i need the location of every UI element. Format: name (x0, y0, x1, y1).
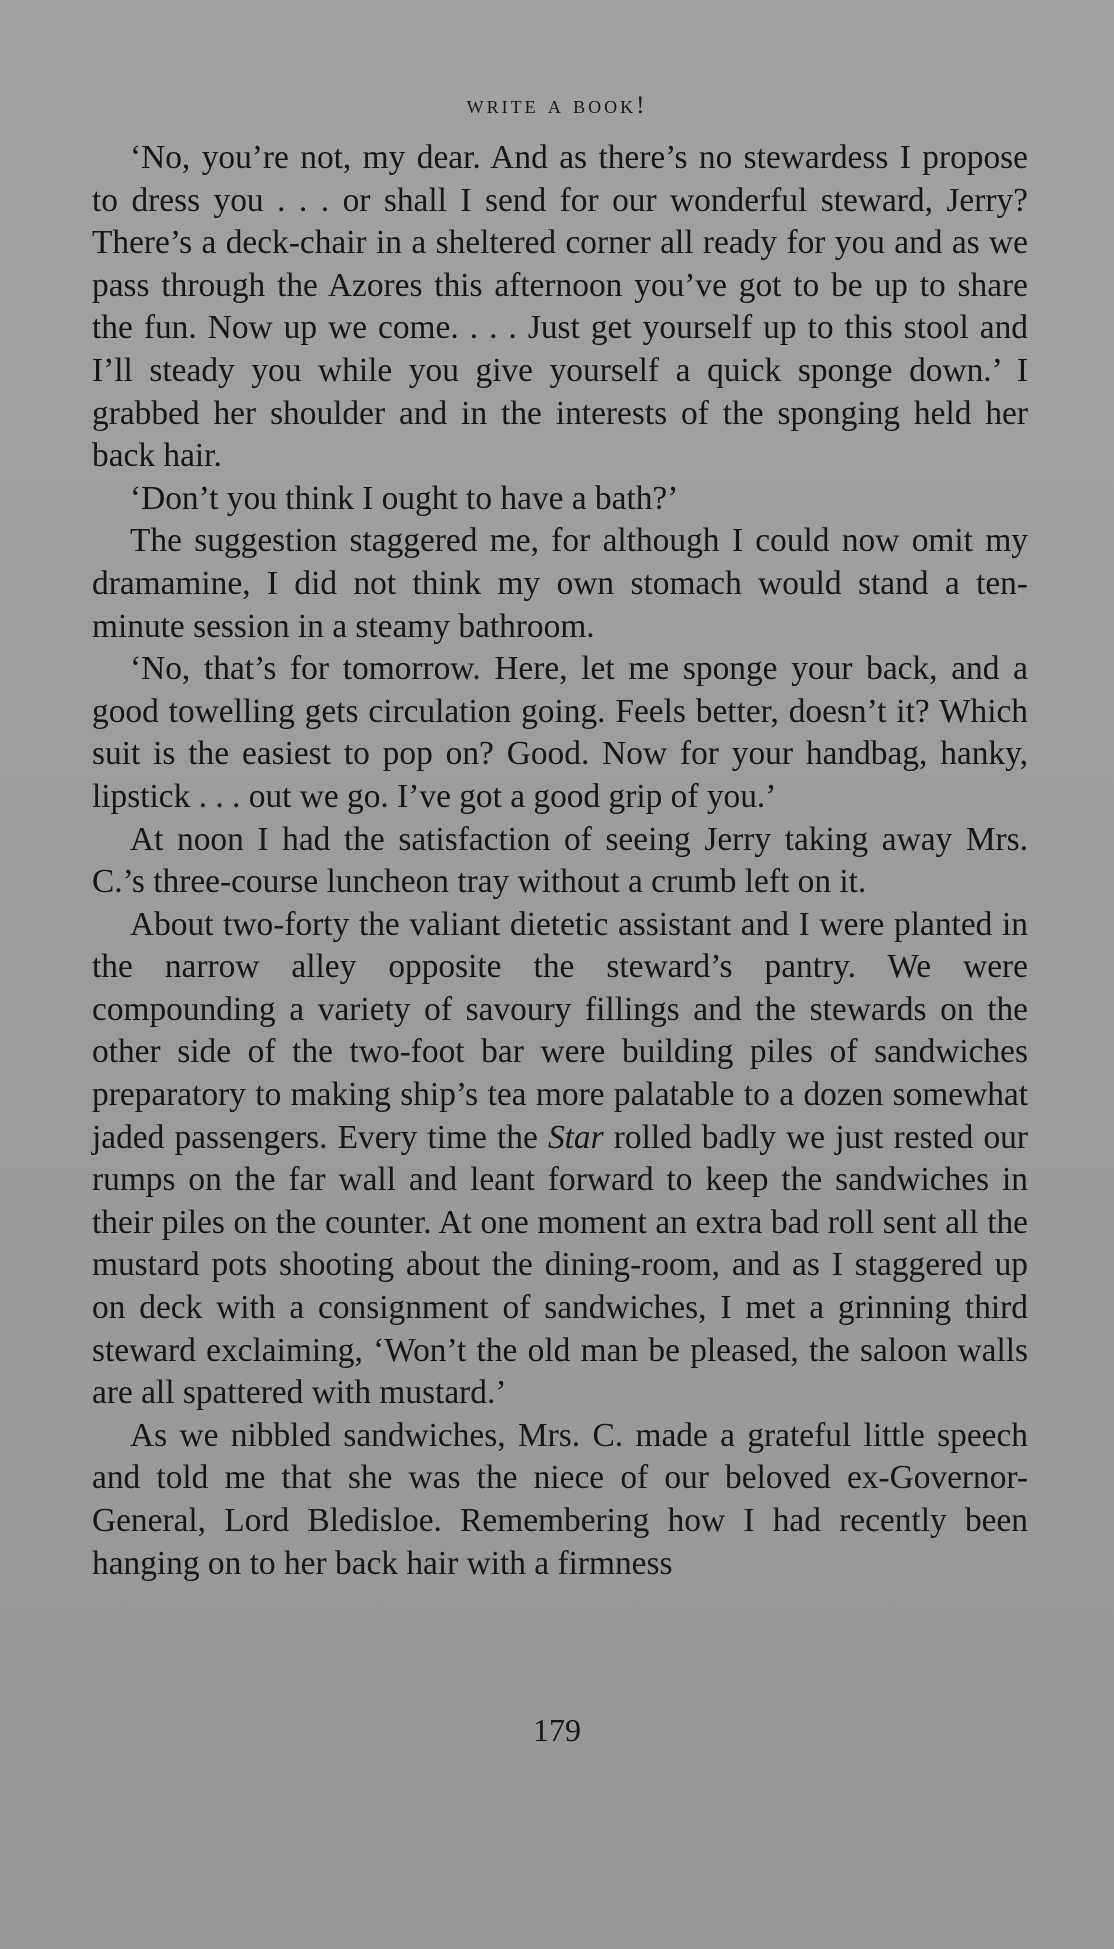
paragraph: The suggestion staggered me, for although I could now omit my dramamine, I did not think my own stomach would stand a ten-minute session in a steamy bathroom. (92, 522, 1028, 645)
paragraph: As we nibbled sandwiches, Mrs. C. made a grateful little speech and told me that she was the niece of our beloved ex-Governor-General, Lord Bledisloe. Remembering how I had recently been hanging on to her back hair with a firmness (92, 1416, 1028, 1582)
paragraph (92, 904, 1028, 1415)
paragraph: ‘No, you’re not, my dear. And as there’s no stewardess I propose to dress you . . . or shall I send for our wonderful steward, Jerry? There’s a deck-chair in a sheltered corner all ready for you and as we pass through the Azores this afternoon you’ve got to be up to share the fun. Now up we come. . . . Just get yourself up to this stool and I’ll steady you while you give yourself a quick sponge down.’ I grabbed her shoulder and in the interests of the sponging held her back hair. (92, 139, 1028, 475)
paragraph-text-before: About two-forty the valiant dietetic assistant and I were planted in the narrow alley opposite the steward’s pantry. We were compounding a variety of savoury fillings and the stewards on the other side of the two-foot bar were building piles of sandwiches preparatory to making ship’s tea more palatable to a dozen somewhat jaded passengers. Every time the (92, 905, 1028, 1156)
page-number: 179 (533, 1712, 581, 1748)
body-text (92, 137, 1028, 1585)
paragraph: ‘No, that’s for tomorrow. Here, let me sponge your back, and a good towelling gets circulation going. Feels better, doesn’t it? Which suit is the easiest to pop on? Good. Now for your handbag, hanky, lipstick . . . out we go. I’ve got a good grip of you.’ (92, 650, 1028, 815)
running-head: write a book! (466, 92, 648, 119)
paragraph: ‘Don’t you think I ought to have a bath?’ (130, 479, 679, 517)
paragraph: At noon I had the satisfaction of seeing Jerry taking away Mrs. C.’s three-course luncheon tray without a crumb left on it. (92, 820, 1028, 901)
paragraph-text-after: rolled badly we just rested our rumps on the far wall and leant forward to keep the sandwiches in their piles on the counter. At one moment an extra bad roll sent all the mustard pots shooting about the dining-room, and as I staggered up on deck with a consignment of sandwiches, I met a grinning third steward exclaiming, ‘Won’t the old man be pleased, the saloon walls are all spattered with mustard.’ (92, 1118, 1028, 1412)
ship-name: Star (547, 1118, 604, 1156)
